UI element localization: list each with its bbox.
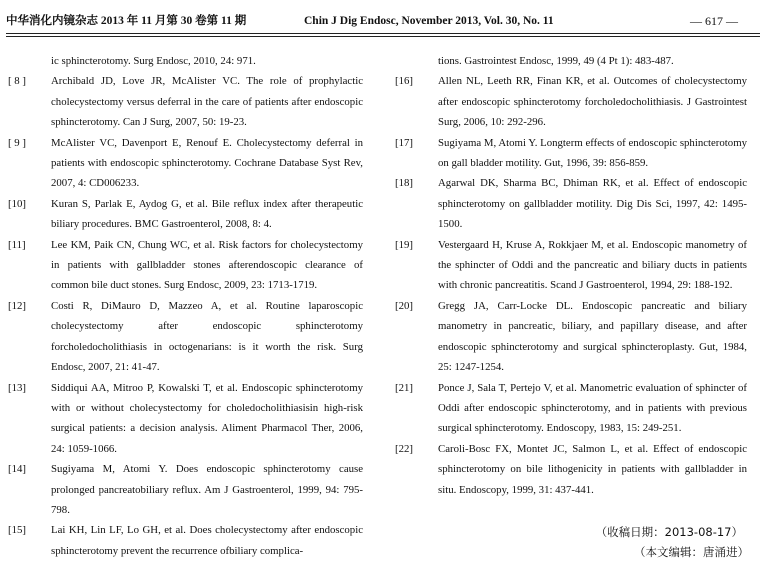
reference-number: [10] [8, 197, 26, 210]
header-rule-thin [6, 36, 760, 37]
reference-item [8, 296, 363, 378]
reference-number: [11] [8, 238, 26, 251]
page-number: — 617 — [690, 14, 738, 28]
reference-text: Sugiyama M, Atomi Y. Longterm effects of endoscopic sphincterotomy on gall bladder motility. Gut, 1996, 39: 856-859. [438, 136, 747, 170]
reference-text: Lai KH, Lin LF, Lo GH, et al. Does cholecystectomy after endoscopic sphincterotomy prevent the recurrence ofbiliary complica- [51, 524, 363, 557]
reference-text: Costi R, DiMauro D, Mazzeo A, et al. Routine laparoscopic cholecystectomy after endoscopic sphincterotomy forcholedocholithiasis in octogenarians: is it worth the risk. Surg Endosc, 2007, 21: 41-47. [51, 299, 363, 374]
reference-continuation: ic sphincterotomy. Surg Endosc, 2010, 24: 971. [51, 55, 256, 67]
reference-text: Caroli-Bosc FX, Montet JC, Salmon L, et al. Effect of endoscopic sphincterotomy on bile lithogenicity in patients with gallbladder in situ. Endoscopy, 1999, 31: 437-441. [438, 442, 747, 496]
reference-number: [14] [8, 463, 26, 476]
running-header [6, 12, 760, 30]
reference-item [8, 459, 363, 520]
reference-number: [12] [8, 299, 26, 312]
reference-number: [16] [395, 75, 413, 88]
reference-text: Siddiqui AA, Mitroo P, Kowalski T, et al. Endoscopic sphincterotomy with or without cholecystectomy for choledocholithiasisin high-risk surgical patients: a decision analysis. Aliment Pharmacol Ther, 2006, 24: 1059-1066. [51, 381, 363, 455]
reference-item [8, 235, 363, 296]
reference-text: Kuran S, Parlak E, Aydog G, et al. Bile reflux index after therapeutic biliary procedures. BMC Gastroenterol, 2008, 8: 4. [51, 197, 363, 231]
reference-text: Archibald JD, Love JR, McAlister VC. The role of prophylactic cholecystectomy versus deferral in the care of patients after endoscopic sphincterotomy. Can J Surg, 2007, 50: 19-23. [51, 75, 363, 129]
editor-note: （本文编辑：唐涌进） [634, 545, 749, 559]
reference-number: [13] [8, 381, 26, 394]
journal-title-en: Chin J Dig Endosc, November 2013, Vol. 30, No. 11 [304, 15, 554, 27]
reference-text: Lee KM, Paik CN, Chung WC, et al. Risk factors for cholecystectomy in patients with gallbladder stones afterendoscopic clearance of common bile duct stones. Surg Endosc, 2009, 23: 1713-1719. [51, 238, 363, 292]
reference-text: Sugiyama M, Atomi Y. Does endoscopic sphincterotomy cause prolonged pancreatobiliary reflux. Am J Gastroenterol, 1999, 94: 795-798. [51, 463, 363, 516]
reference-item [395, 235, 747, 296]
reference-text: Gregg JA, Carr-Locke DL. Endoscopic pancreatic and biliary manometry in pancreatic, biliary, and papillary disease, and after endoscopic sphincterotomy and surgical sphincteroplasty. Gut, 1984, 25: 1247-1254. [438, 299, 747, 374]
reference-number: [18] [395, 177, 413, 190]
reference-item [8, 71, 363, 132]
reference-number: [21] [395, 381, 413, 394]
reference-continuation: tions. Gastrointest Endosc, 1999, 49 (4 Pt 1): 483-487. [438, 55, 674, 67]
reference-item [8, 378, 363, 460]
reference-number: [20] [395, 299, 413, 312]
reference-text: Vestergaard H, Kruse A, Rokkjaer M, et al. Endoscopic manometry of the sphincter of Oddi and the pancreatic and biliary ducts in patients with chronic pancreatitis. Scand J Gastroenterol, 1994, 29: 188-192. [438, 238, 747, 292]
reference-text: Agarwal DK, Sharma BC, Dhiman RK, et al. Effect of endoscopic sphincterotomy on gallbladder motility. Dig Dis Sci, 1997, 42: 1495-1500. [438, 177, 747, 231]
reference-item [395, 133, 747, 174]
reference-number: [22] [395, 442, 413, 455]
reference-number: [ 8 ] [8, 75, 26, 88]
reference-item [395, 71, 747, 132]
reference-text: McAlister VC, Davenport E, Renouf E. Cholecystectomy deferral in patients with endoscopic sphincterotomy. Cochrane Database Syst Rev, 2007, 4: CD006233. [51, 136, 363, 190]
journal-title-cn: 中华消化内镜杂志 2013 年 11 月第 30 卷第 11 期 [6, 15, 247, 27]
reference-number: [17] [395, 136, 413, 149]
reference-number: [19] [395, 238, 413, 251]
reference-item [8, 520, 363, 561]
reference-text: Ponce J, Sala T, Pertejo V, et al. Manometric evaluation of sphincter of Oddi after endoscopic sphincterotomy, and in patients with previous surgical sphincterotomy. Endoscopy, 1983, 15: 249-251. [438, 381, 747, 435]
header-rule-thick [6, 33, 760, 34]
reference-item [8, 194, 363, 235]
reference-item [8, 133, 363, 194]
reference-item [395, 296, 747, 378]
left-column [8, 51, 363, 561]
reference-item [395, 439, 747, 500]
received-date: （收稿日期：2013-08-17） [595, 525, 743, 539]
reference-number: [ 9 ] [8, 136, 26, 149]
reference-number: [15] [8, 524, 26, 537]
reference-text: Allen NL, Leeth RR, Finan KR, et al. Outcomes of cholecystectomy after endoscopic sphincterotomy forcholedocholithiasis. J Gastrointest Surg, 2006, 10: 292-296. [438, 75, 747, 129]
right-column [395, 51, 747, 500]
reference-item [395, 378, 747, 439]
reference-item [395, 173, 747, 234]
